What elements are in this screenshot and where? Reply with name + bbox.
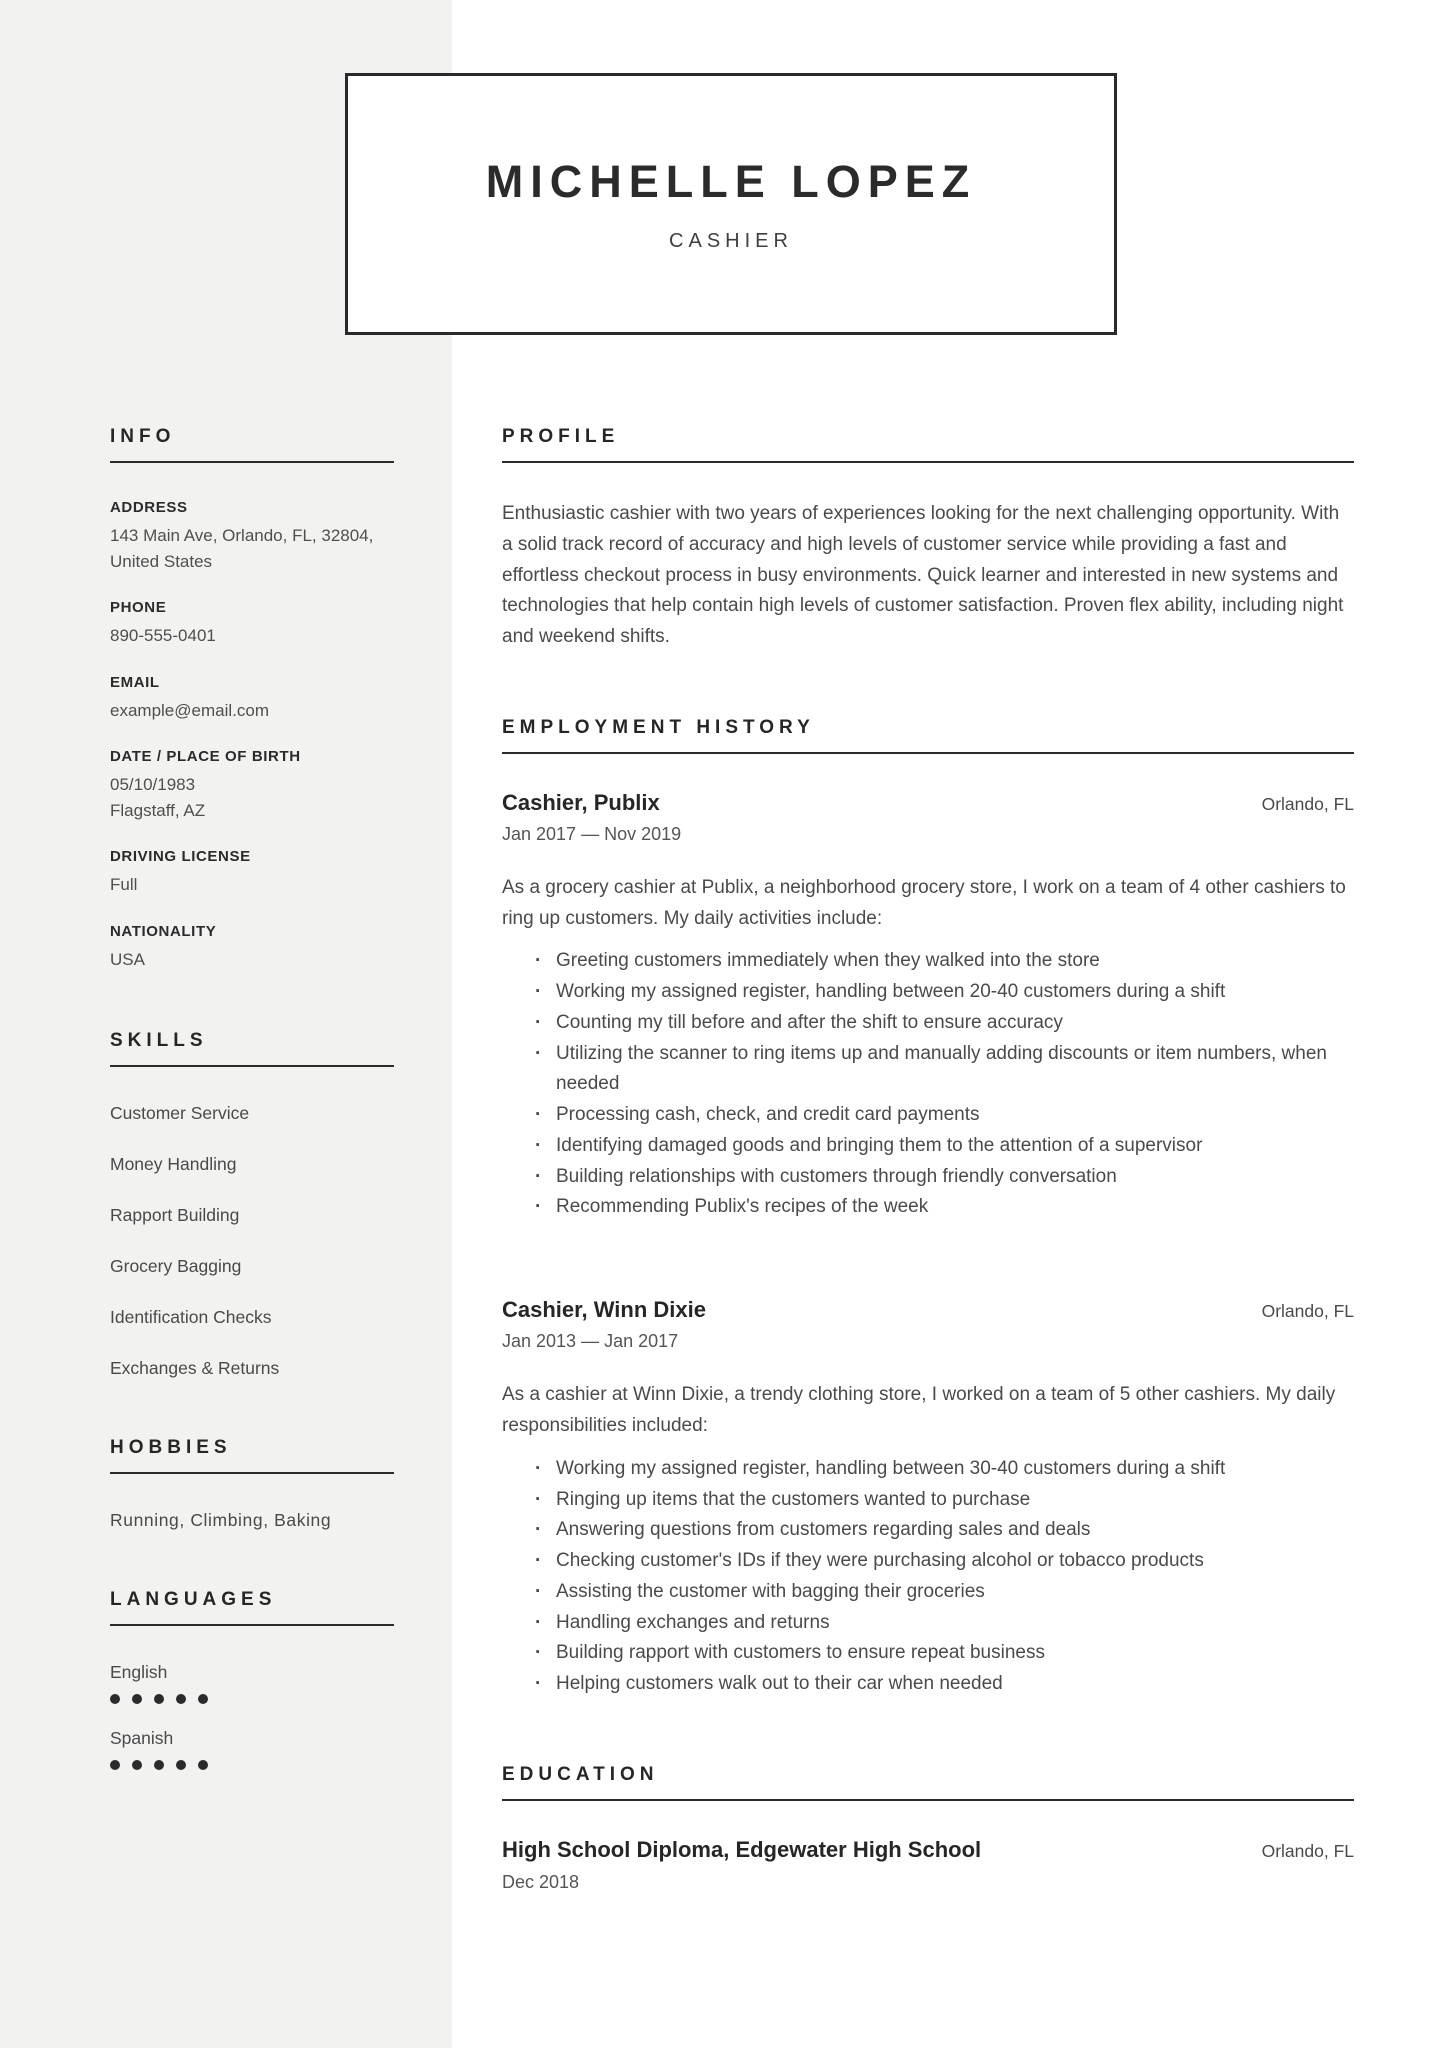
language-level-dot [176, 1694, 186, 1704]
job-location: Orlando, FL [1261, 1301, 1354, 1322]
job-bullet: · Answering questions from customers regarding sales and deals [535, 1515, 1354, 1546]
field-value: USA [110, 949, 145, 969]
info-field-nationality [110, 923, 394, 973]
job-bullet: · Greeting customers immediately when they walked into the store [535, 946, 1354, 977]
info-field-driving-license [110, 848, 394, 898]
sidebar [110, 426, 394, 1794]
employment-section [502, 717, 1354, 1700]
job-bullet: · Working my assigned register, handling between 30-40 customers during a shift [535, 1454, 1354, 1485]
language-level-dot [176, 1760, 186, 1770]
field-value [110, 772, 394, 823]
profile-text: Enthusiastic cashier with two years of experiences looking for the next challenging opportunity. With a solid track record of accuracy and high levels of customer service while providing a fast and effortless checkout process in busy environments. Quick learner and interested in new systems and technologies that help contain high levels of customer satisfaction. Proven flex ability, including night and weekend shifts. [502, 503, 1344, 648]
job-bullet: · Working my assigned register, handling between 20-40 customers during a shift [535, 977, 1354, 1008]
info-field-phone [110, 599, 394, 649]
hobbies-section [110, 1437, 394, 1531]
info-heading: INFO [110, 426, 394, 463]
field-value-line: Flagstaff, AZ [110, 800, 206, 820]
field-value-line: 05/10/1983 [110, 775, 196, 794]
language-name: English [110, 1662, 168, 1682]
language-level-dot [132, 1760, 142, 1770]
languages-section [110, 1589, 394, 1770]
info-field-address [110, 499, 394, 574]
profile-section [502, 426, 1354, 653]
field-label: PHONE [110, 599, 167, 616]
education-header [502, 1837, 1354, 1863]
skills-heading: SKILLS [110, 1030, 394, 1067]
language-level-dot [154, 1760, 164, 1770]
language-name: Spanish [110, 1728, 174, 1748]
candidate-name: MICHELLE LOPEZ [485, 155, 977, 207]
job-bullet-list [535, 946, 1354, 1223]
education-heading: EDUCATION [502, 1764, 1354, 1801]
skill-item: Customer Service [110, 1103, 250, 1123]
job-intro: As a grocery cashier at Publix, a neighborhood grocery store, I work on a team of 4 other cashiers to ring up customers. My daily activities include: [502, 876, 1346, 929]
job-bullet: · Assisting the customer with bagging their groceries [535, 1577, 1354, 1608]
field-value: 890-555-0401 [110, 626, 216, 645]
job-bullet: · Building relationships with customers through friendly conversation [535, 1162, 1354, 1193]
job-header [502, 790, 1354, 816]
job-entry-winn-dixie [502, 1297, 1354, 1700]
job-title: Cashier, Winn Dixie [502, 1297, 706, 1323]
job-entry-publix [502, 790, 1354, 1223]
language-level-dot [154, 1694, 164, 1704]
languages-heading: LANGUAGES [110, 1589, 394, 1626]
education-dates: Dec 2018 [502, 1871, 580, 1892]
language-level-dot [198, 1760, 208, 1770]
job-bullet: · Checking customer's IDs if they were purchasing alcohol or tobacco products [535, 1546, 1354, 1577]
skill-item: Identification Checks [110, 1307, 272, 1327]
skills-list [110, 1103, 394, 1379]
field-label: NATIONALITY [110, 922, 217, 940]
job-bullet: · Ringing up items that the customers wanted to purchase [535, 1485, 1354, 1516]
job-dates: Jan 2013 — Jan 2017 [502, 1331, 679, 1352]
profile-heading: PROFILE [502, 426, 1354, 463]
language-level-dots [110, 1694, 394, 1704]
job-header [502, 1297, 1354, 1323]
language-level-dot [110, 1760, 120, 1770]
job-bullet: · Utilizing the scanner to ring items up and manually adding discounts or item numbers, when needed [535, 1039, 1354, 1101]
field-label: DATE / PLACE OF BIRTH [110, 748, 301, 765]
job-intro: As a cashier at Winn Dixie, a trendy clothing store, I worked on a team of 5 other cashiers. My daily responsibilities included: [502, 1384, 1336, 1437]
job-bullet: · Helping customers walk out to their car when needed [535, 1669, 1354, 1700]
job-title: Cashier, Publix [502, 789, 660, 815]
hobbies-heading: HOBBIES [110, 1437, 394, 1474]
hobbies-text: Running, Climbing, Baking [110, 1510, 332, 1530]
language-level-dot [132, 1694, 142, 1704]
field-value: Full [110, 875, 138, 894]
language-item-english [110, 1662, 394, 1704]
candidate-job-title: CASHIER [669, 229, 793, 252]
field-label: EMAIL [110, 673, 160, 691]
info-field-email [110, 674, 394, 724]
skill-item: Grocery Bagging [110, 1256, 242, 1276]
job-bullet: · Processing cash, check, and credit card payments [535, 1100, 1354, 1131]
field-value-line: United States [110, 551, 213, 571]
info-field-birth [110, 748, 394, 823]
field-value-line: 143 Main Ave, Orlando, FL, 32804, [110, 526, 374, 545]
field-value: example@email.com [110, 700, 269, 720]
skill-item: Rapport Building [110, 1205, 240, 1225]
language-level-dots [110, 1760, 394, 1770]
job-bullet: · Handling exchanges and returns [535, 1608, 1354, 1639]
field-label: ADDRESS [110, 499, 188, 516]
job-bullet: · Recommending Publix's recipes of the week [535, 1192, 1354, 1223]
skill-item: Exchanges & Returns [110, 1358, 280, 1378]
job-bullet: · Identifying damaged goods and bringing them to the attention of a supervisor [535, 1131, 1354, 1162]
job-dates: Jan 2017 — Nov 2019 [502, 823, 682, 844]
language-level-dot [198, 1694, 208, 1704]
skill-item: Money Handling [110, 1154, 237, 1174]
field-value [110, 523, 394, 574]
education-section [502, 1764, 1354, 1893]
education-entry [502, 1837, 1354, 1893]
job-location: Orlando, FL [1261, 793, 1354, 814]
info-section [110, 426, 394, 972]
skills-section [110, 1030, 394, 1379]
field-label: DRIVING LICENSE [110, 848, 251, 865]
job-bullet: · Counting my till before and after the shift to ensure accuracy [535, 1008, 1354, 1039]
job-bullet: · Building rapport with customers to ensure repeat business [535, 1638, 1354, 1669]
header-name-box [345, 73, 1117, 335]
employment-heading: EMPLOYMENT HISTORY [502, 717, 1354, 754]
education-title: High School Diploma, Edgewater High School [502, 1836, 982, 1862]
language-level-dot [110, 1694, 120, 1704]
main-column [502, 426, 1354, 1893]
job-bullet-list [535, 1454, 1354, 1700]
language-item-spanish [110, 1728, 394, 1770]
education-location: Orlando, FL [1261, 1840, 1354, 1861]
